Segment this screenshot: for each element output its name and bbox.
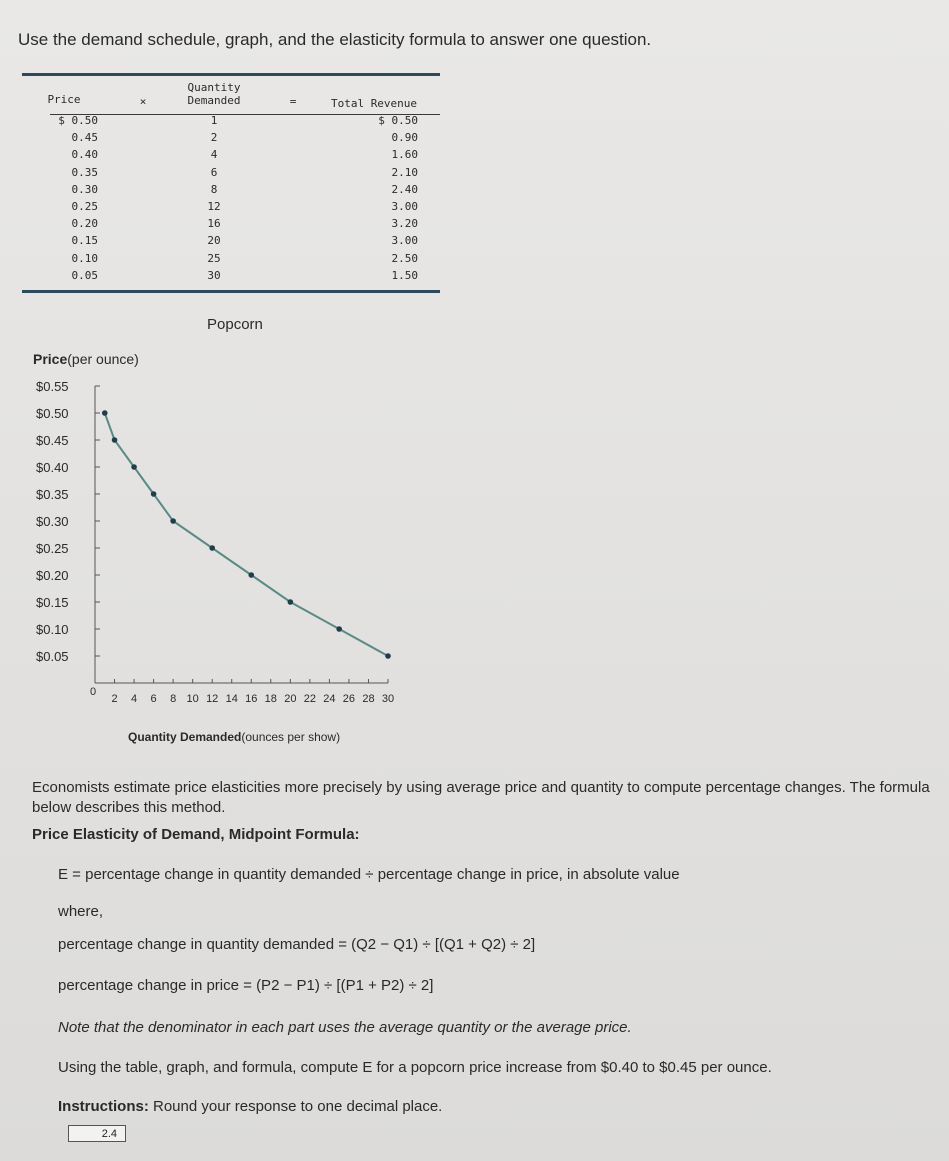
table-cell-revenue: 1.50 <box>391 268 418 282</box>
y-tick-label: $0.20 <box>36 568 69 583</box>
table-cell-price: 0.45 <box>71 131 98 145</box>
x-tick-label: 14 <box>225 693 238 705</box>
y-tick-label: $0.35 <box>36 487 69 502</box>
header-demanded: Demanded <box>187 94 241 107</box>
x-axis-title-rest: (ounces per show) <box>241 730 341 744</box>
where-label: where, <box>58 903 104 920</box>
header-quantity: Quantity <box>187 81 241 94</box>
table-cell-revenue: 0.90 <box>391 131 418 145</box>
formula-definition: E = percentage change in quantity demanded ÷ percentage change in price, in absolute value <box>58 866 680 883</box>
table-cell-price: 0.15 <box>71 234 98 248</box>
demand-schedule-table <box>22 73 440 293</box>
economists-paragraph: Economists estimate price elasticities more precisely by using average price and quantity to compute percentage changes. The formula below describes this method. <box>32 779 930 816</box>
table-cell-revenue: 2.50 <box>391 251 418 265</box>
x-tick-label: 22 <box>303 693 316 705</box>
x-tick-label: 12 <box>206 693 219 705</box>
instructions-label: Instructions: <box>58 1098 149 1115</box>
table-cell-revenue: 3.00 <box>391 234 418 248</box>
y-tick-label: $0.25 <box>36 541 69 556</box>
x-tick-label: 24 <box>323 693 336 705</box>
demand-data-point <box>112 437 118 443</box>
x-tick-label: 2 <box>111 693 118 705</box>
header-times: × <box>139 95 147 108</box>
x-tick-label: 30 <box>381 693 395 705</box>
header-total-revenue: Total Revenue <box>330 97 418 110</box>
table-cell-quantity: 2 <box>210 131 218 145</box>
quantity-formula-expression: (Q2 − Q1) ÷ [(Q1 + Q2) ÷ 2] <box>351 936 536 953</box>
header-equals: = <box>289 95 297 108</box>
x-tick-label: 18 <box>264 693 277 705</box>
quantity-change-formula <box>58 935 535 955</box>
demand-data-point <box>336 626 342 632</box>
table-cell-price: 0.25 <box>71 200 98 213</box>
x-tick-label: 20 <box>284 693 297 705</box>
table-cell-price: 0.40 <box>71 148 98 162</box>
y-tick-label: $0.10 <box>36 622 69 637</box>
demand-data-point <box>131 464 137 470</box>
table-top-rule <box>22 73 440 76</box>
x-tick-label: 26 <box>342 693 356 705</box>
demand-data-point <box>102 410 108 416</box>
table-bottom-rule <box>22 290 440 293</box>
quantity-formula-label: percentage change in quantity demanded = <box>58 936 352 953</box>
y-tick-label: $0.30 <box>36 514 69 529</box>
rounding-instructions <box>58 1097 442 1117</box>
y-axis-title-rest: (per ounce) <box>67 351 139 367</box>
table-cell-revenue: 1.60 <box>391 148 418 162</box>
table-cell-revenue: 3.00 <box>391 200 418 213</box>
y-tick-label: $0.45 <box>36 433 69 448</box>
y-tick-label: $0.15 <box>36 595 69 610</box>
chart-title: Popcorn <box>207 316 263 333</box>
y-tick-label: $0.50 <box>36 406 69 421</box>
table-cell-price: 0.05 <box>71 268 98 282</box>
table-cell-quantity: 4 <box>210 148 218 162</box>
x-origin-label: 0 <box>89 686 97 698</box>
table-cell-quantity: 16 <box>207 217 221 231</box>
y-axis-title <box>33 351 139 367</box>
demand-data-point <box>151 491 157 497</box>
x-tick-label: 10 <box>186 693 199 705</box>
instructions-text: Round your response to one decimal place. <box>148 1098 443 1115</box>
price-formula-label: percentage change in price = <box>58 977 257 994</box>
formula-title: Price Elasticity of Demand, Midpoint Formula: <box>32 826 360 843</box>
table-cell-quantity: 20 <box>207 234 221 248</box>
price-change-formula <box>58 976 433 996</box>
price-formula-expression: (P2 − P1) ÷ [(P1 + P2) ÷ 2] <box>256 977 434 994</box>
table-cell-price: $ 0.50 <box>58 114 98 127</box>
average-note: Note that the denominator in each part uses the average quantity or the average price. <box>58 1019 632 1036</box>
table-cell-revenue: 2.40 <box>391 182 418 196</box>
table-cell-revenue: $ 0.50 <box>378 114 418 127</box>
demand-data-point <box>288 599 294 605</box>
instructions-header: Use the demand schedule, graph, and the elasticity formula to answer one question. <box>18 30 652 49</box>
question-prompt: Using the table, graph, and formula, compute E for a popcorn price increase from $0.40 to $0.45 per ounce. <box>58 1059 772 1076</box>
table-cell-price: 0.30 <box>71 182 98 196</box>
x-axis-title-bold: Quantity Demanded <box>128 730 242 744</box>
y-axis-title-bold: Price <box>33 351 68 367</box>
x-axis-title <box>128 730 340 744</box>
x-tick-label: 6 <box>150 693 157 705</box>
demand-data-point <box>209 545 215 551</box>
table-cell-revenue: 3.20 <box>391 217 418 231</box>
header-price: Price <box>47 93 81 106</box>
y-tick-label: $0.55 <box>36 379 69 394</box>
demand-curve-line <box>105 413 388 656</box>
table-cell-price: 0.35 <box>71 165 98 179</box>
table-cell-price: 0.20 <box>71 217 98 231</box>
table-cell-quantity: 30 <box>207 268 221 282</box>
x-tick-label: 16 <box>245 693 258 705</box>
x-tick-label: 4 <box>131 693 138 705</box>
y-tick-label: $0.40 <box>36 460 69 475</box>
demand-data-point <box>385 653 391 659</box>
table-cell-quantity: 25 <box>207 251 221 265</box>
table-cell-quantity: 6 <box>210 165 218 179</box>
table-cell-revenue: 2.10 <box>391 165 418 179</box>
y-tick-label: $0.05 <box>36 649 69 664</box>
table-cell-quantity: 12 <box>207 200 221 213</box>
answer-input[interactable] <box>68 1125 126 1142</box>
x-tick-label: 8 <box>170 693 177 705</box>
demand-data-point <box>248 572 254 578</box>
table-cell-price: 0.10 <box>71 251 98 265</box>
table-cell-quantity: 1 <box>210 114 218 127</box>
table-cell-quantity: 8 <box>210 182 218 196</box>
x-tick-label: 28 <box>362 693 375 705</box>
demand-data-point <box>170 518 176 524</box>
demand-chart <box>0 375 440 725</box>
